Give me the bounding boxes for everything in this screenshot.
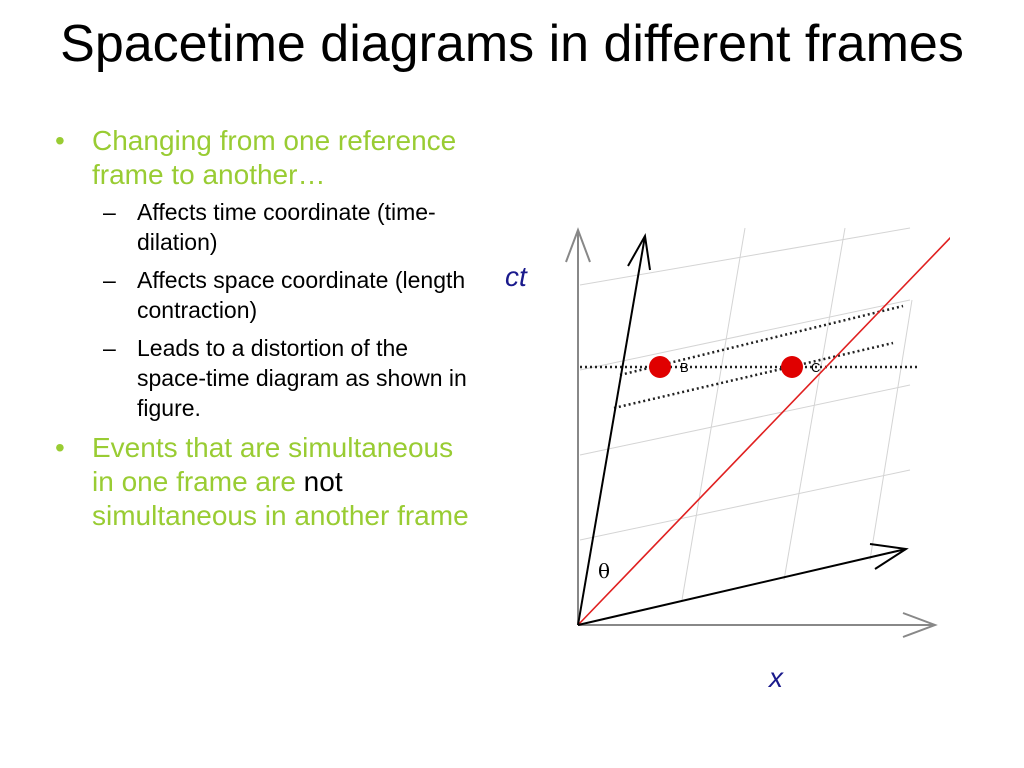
moving-x-axis <box>578 549 906 625</box>
bullet-text-start: Events that are simultaneous in one frame are <box>92 432 454 497</box>
sub-bullet-text: Affects time coordinate (time-dilation) <box>137 199 436 255</box>
bullet-marker: • <box>55 432 65 463</box>
light-worldline <box>578 236 950 625</box>
moving-ct-arrowhead <box>628 236 650 270</box>
bullet-text: Changing from one reference frame to another… <box>92 125 457 190</box>
ct-axis-label: ct <box>505 261 527 292</box>
sub-bullet-text: Affects space coordinate (length contraction) <box>137 267 466 323</box>
moving-frame-grid <box>580 228 912 600</box>
grid-line <box>580 300 910 370</box>
moving-frame-axes <box>578 236 906 625</box>
event-b-label: B <box>680 360 689 375</box>
theta-label: θ <box>598 559 611 583</box>
rest-frame-axes <box>566 230 935 637</box>
grid-line <box>870 300 912 560</box>
sub-bullet-list <box>55 197 475 423</box>
sub-bullet-distortion <box>55 333 475 423</box>
slide-title: Spacetime diagrams in different frames <box>60 15 964 73</box>
dash-marker: – <box>103 199 116 225</box>
grid-line <box>580 228 910 285</box>
sub-bullet-length-contraction <box>55 265 475 325</box>
spacetime-diagram <box>500 210 950 700</box>
event-c-marker <box>781 356 803 378</box>
dash-marker: – <box>103 335 116 361</box>
bullet-simultaneity <box>55 431 475 533</box>
grid-line <box>580 385 910 455</box>
bullet-emphasis: not <box>303 466 343 497</box>
bullet-marker: • <box>55 125 65 156</box>
event-c-label: C <box>811 360 821 375</box>
sub-bullet-text: Leads to a distortion of the space-time diagram as shown in figure. <box>137 335 467 421</box>
sub-bullet-time-dilation <box>55 197 475 257</box>
bullet-changing-frames <box>55 124 475 192</box>
event-b-marker <box>649 356 671 378</box>
grid-line <box>784 228 845 580</box>
grid-line <box>580 470 910 540</box>
bullet-list <box>55 124 475 533</box>
dash-marker: – <box>103 267 116 293</box>
grid-line <box>682 228 745 600</box>
x-axis-label: x <box>769 662 783 693</box>
bullet-text-end: simultaneous in another frame <box>92 500 469 531</box>
